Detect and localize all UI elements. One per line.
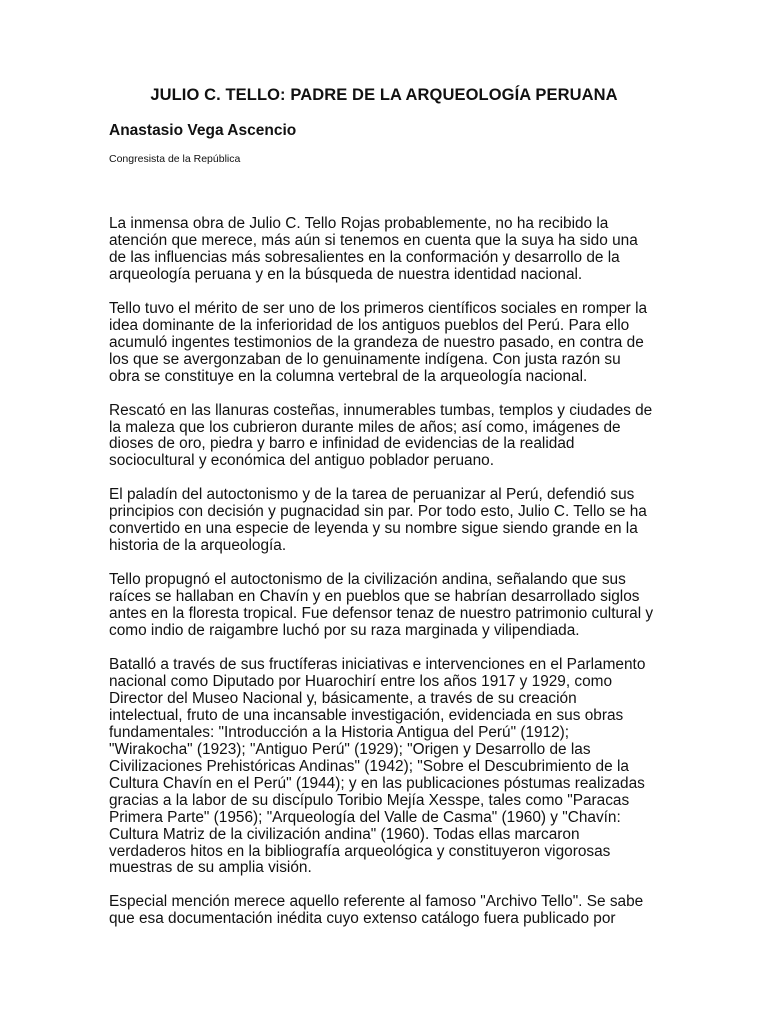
text-line: fundamentales: "Introducción a la Historia Antigua del Perú" (1912); [109,723,570,741]
text-line: los que se avergonzaban de lo genuinamente indígena. Con justa razón su [109,350,621,368]
text-line: nacional como Diputado por Huarochirí entre los años 1917 y 1929, como [109,672,613,690]
text-line: atención que merece, más aún si tenemos en cuenta que la suya ha sido una [109,231,638,249]
text-line: que esa documentación inédita cuyo extenso catálogo fuera publicado por [109,910,616,928]
text-line: arqueología peruana y en la búsqueda de nuestra identidad nacional. [109,265,583,283]
document-title: JULIO C. TELLO: PADRE DE LA ARQUEOLOGÍA PERUANA [150,86,618,104]
text-line: historia de la arqueología. [109,537,287,555]
text-line: Tello tuvo el mérito de ser uno de los primeros científicos sociales en romper la [109,299,648,317]
text-line: acumuló ingentes testimonios de la grandeza de nuestro pasado, en contra de [109,333,644,351]
text-line: Batalló a través de sus fructíferas iniciativas e intervenciones en el Parlamento [109,656,646,674]
text-line: Cultura Matriz de la civilización andina" (1960). Todas ellas marcaron [109,825,580,843]
text-line: la maleza que los cubrieron durante miles de años; así como, imágenes de [109,418,621,436]
text-line: convertido en una especie de leyenda y su nombre sigue siendo grande en la [109,520,638,538]
text-line: idea dominante de la inferioridad de los antiguos pueblos del Perú. Para ello [109,316,630,334]
text-line: Director del Museo Nacional y, básicamente, a través de su creación [109,689,577,707]
text-line: Especial mención merece aquello referente al famoso "Archivo Tello". Se sabe [109,893,644,911]
text-line: gracias a la labor de su discípulo Toribio Mejía Xesspe, tales como "Paracas [109,791,630,809]
text-line: antes en la floresta tropical. Fue defensor tenaz de nuestro patrimonio cultural y [109,605,654,623]
text-line: verdaderos hitos en la bibliografía arqueológica y constituyeron vigorosas [109,842,611,860]
text-line: muestras de su amplia visión. [109,859,312,877]
paragraph [109,572,669,640]
text-line: de las influencias más sobresalientes en la conformación y desarrollo de la [109,248,620,266]
paragraph [109,657,669,877]
paragraph [109,894,669,928]
paragraph [109,301,669,386]
text-line: "Wirakocha" (1923); "Antiguo Perú" (1929); "Origen y Desarrollo de las [109,740,591,758]
text-line: principios con decisión y pugnacidad sin par. Por todo esto, Julio C. Tello se ha [109,503,647,521]
text-line: La inmensa obra de Julio C. Tello Rojas probablemente, no ha recibido la [109,215,609,232]
text-line: sociocultural y económica del antiguo poblador peruano. [109,452,495,470]
author-affiliation: Congresista de la República [109,153,241,165]
text-line: Cultura Chavín en el Perú" (1944); y en las publicaciones póstumas realizadas [109,774,645,792]
text-line: Primera Parte" (1956); "Arqueología del Valle de Casma" (1960) y "Chavín: [109,808,621,826]
text-line: Tello propugnó el autoctonismo de la civilización andina, señalando que sus [109,571,626,589]
text-line: raíces se hallaban en Chavín y en pueblos que se habrían desarrollado siglos [109,588,640,606]
paragraph [109,487,669,555]
author-name: Anastasio Vega Ascencio [109,122,297,139]
text-line: obra se constituye en la columna vertebral de la arqueología nacional. [109,367,588,385]
text-line: Rescató en las llanuras costeñas, innumerables tumbas, templos y ciudades de [109,401,653,419]
paragraph [109,216,669,284]
text-line: Civilizaciones Prehistóricas Andinas" (1942); "Sobre el Descubrimiento de la [109,757,629,775]
body-text [109,216,669,945]
text-line: intelectual, fruto de una incansable investigación, evidenciada en sus obras [109,706,624,724]
text-line: como indio de raigambre luchó por su raza marginada y vilipendiada. [109,622,580,640]
text-line: El paladín del autoctonismo y de la tarea de peruanizar al Perú, defendió sus [109,486,635,504]
paragraph [109,403,669,471]
text-line: dioses de oro, piedra y barro e infinidad de evidencias de la realidad [109,435,575,453]
